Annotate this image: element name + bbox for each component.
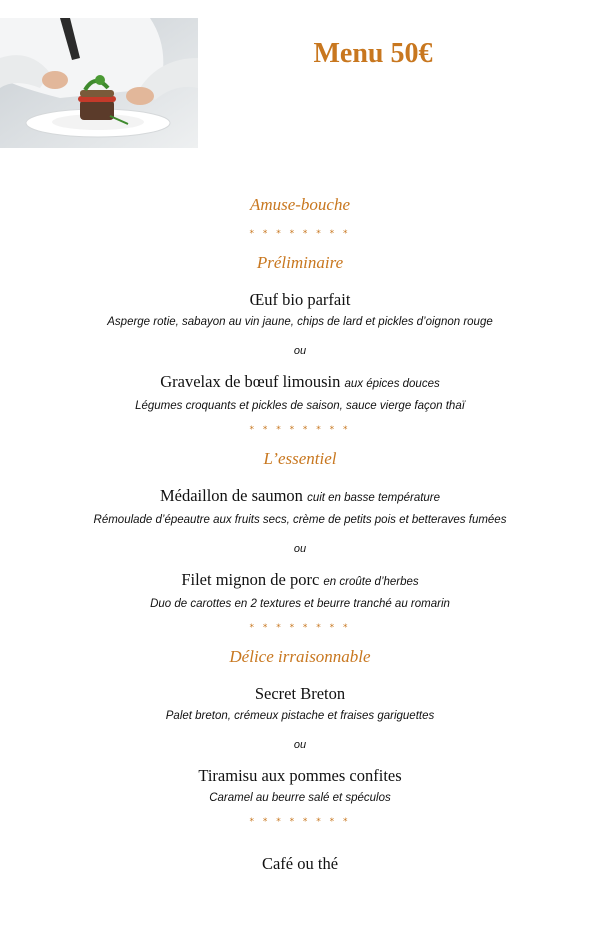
or-label: ou: [293, 543, 307, 555]
dish-name: [0, 370, 600, 396]
dish-name: [0, 288, 600, 312]
course-delice: Délice irraisonnable: [229, 647, 371, 666]
dish-name: [0, 764, 600, 788]
separator: * * * * * * * *: [249, 817, 351, 827]
separator: * * * * * * * *: [249, 623, 351, 633]
chef-plating-icon: [0, 18, 198, 148]
dish-note: cuit en basse température: [307, 492, 441, 504]
dish-note: en croûte d’herbes: [323, 576, 419, 588]
dish-description: Asperge rotie, sabayon au vin jaune, chips de lard et pickles d’oignon rouge: [107, 316, 493, 328]
dish-title: Tiramisu aux pommes confites: [198, 766, 402, 785]
final-item: Café ou thé: [261, 854, 339, 873]
or-label: ou: [293, 345, 307, 357]
dish-title: Filet mignon de porc: [181, 570, 320, 589]
dish-name: [0, 682, 600, 706]
dish-description: Duo de carottes en 2 textures et beurre tranché au romarin: [150, 598, 450, 610]
dish-description: Légumes croquants et pickles de saison, sauce vierge façon thaï: [135, 400, 465, 412]
menu-body: [0, 190, 600, 876]
dish-note: aux épices douces: [344, 378, 440, 390]
dish-title: Médaillon de saumon: [159, 486, 303, 505]
course-amuse-bouche: Amuse-bouche: [249, 195, 351, 214]
course-essentiel: L’essentiel: [263, 449, 337, 468]
course-preliminaire: Préliminaire: [256, 253, 344, 272]
dish-title: Secret Breton: [254, 684, 346, 703]
or-label: ou: [293, 739, 307, 751]
menu-title: Menu 50€: [313, 38, 433, 69]
separator: * * * * * * * *: [249, 229, 351, 239]
dish-name: [0, 484, 600, 510]
separator: * * * * * * * *: [249, 425, 351, 435]
dish-title: Gravelax de bœuf limousin: [160, 372, 341, 391]
dish-title: Œuf bio parfait: [249, 290, 351, 309]
dish-description: Caramel au beurre salé et spéculos: [209, 792, 391, 804]
chef-plating-photo: [0, 18, 198, 148]
dish-description: Palet breton, crémeux pistache et fraises gariguettes: [165, 710, 435, 722]
dish-description: Rémoulade d’épeautre aux fruits secs, crème de petits pois et betteraves fumées: [93, 514, 507, 526]
dish-name: [0, 568, 600, 594]
